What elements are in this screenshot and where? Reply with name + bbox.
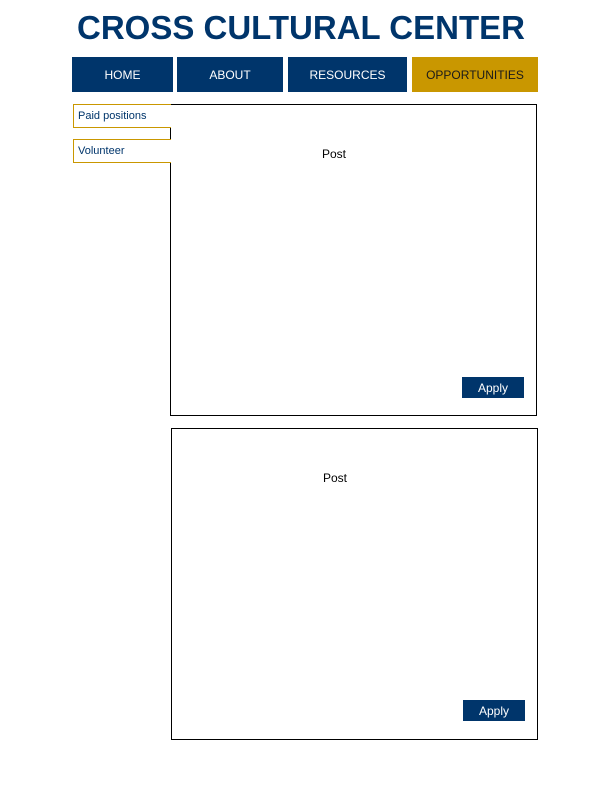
post-title: Post [322, 147, 347, 161]
post-title: Post [323, 471, 348, 485]
tab-paid-positions[interactable]: Paid positions [73, 104, 171, 128]
tab-volunteer[interactable]: Volunteer [73, 139, 171, 163]
nav-opportunities[interactable]: OPPORTUNITIES [412, 57, 538, 92]
post-card [171, 428, 538, 740]
nav-home[interactable]: HOME [72, 57, 173, 92]
site-title: CROSS CULTURAL CENTER [77, 9, 525, 46]
post-card [170, 104, 537, 416]
apply-button[interactable]: Apply [463, 700, 525, 721]
nav-resources[interactable]: RESOURCES [288, 57, 407, 92]
apply-button[interactable]: Apply [462, 377, 524, 398]
nav-about[interactable]: ABOUT [177, 57, 283, 92]
